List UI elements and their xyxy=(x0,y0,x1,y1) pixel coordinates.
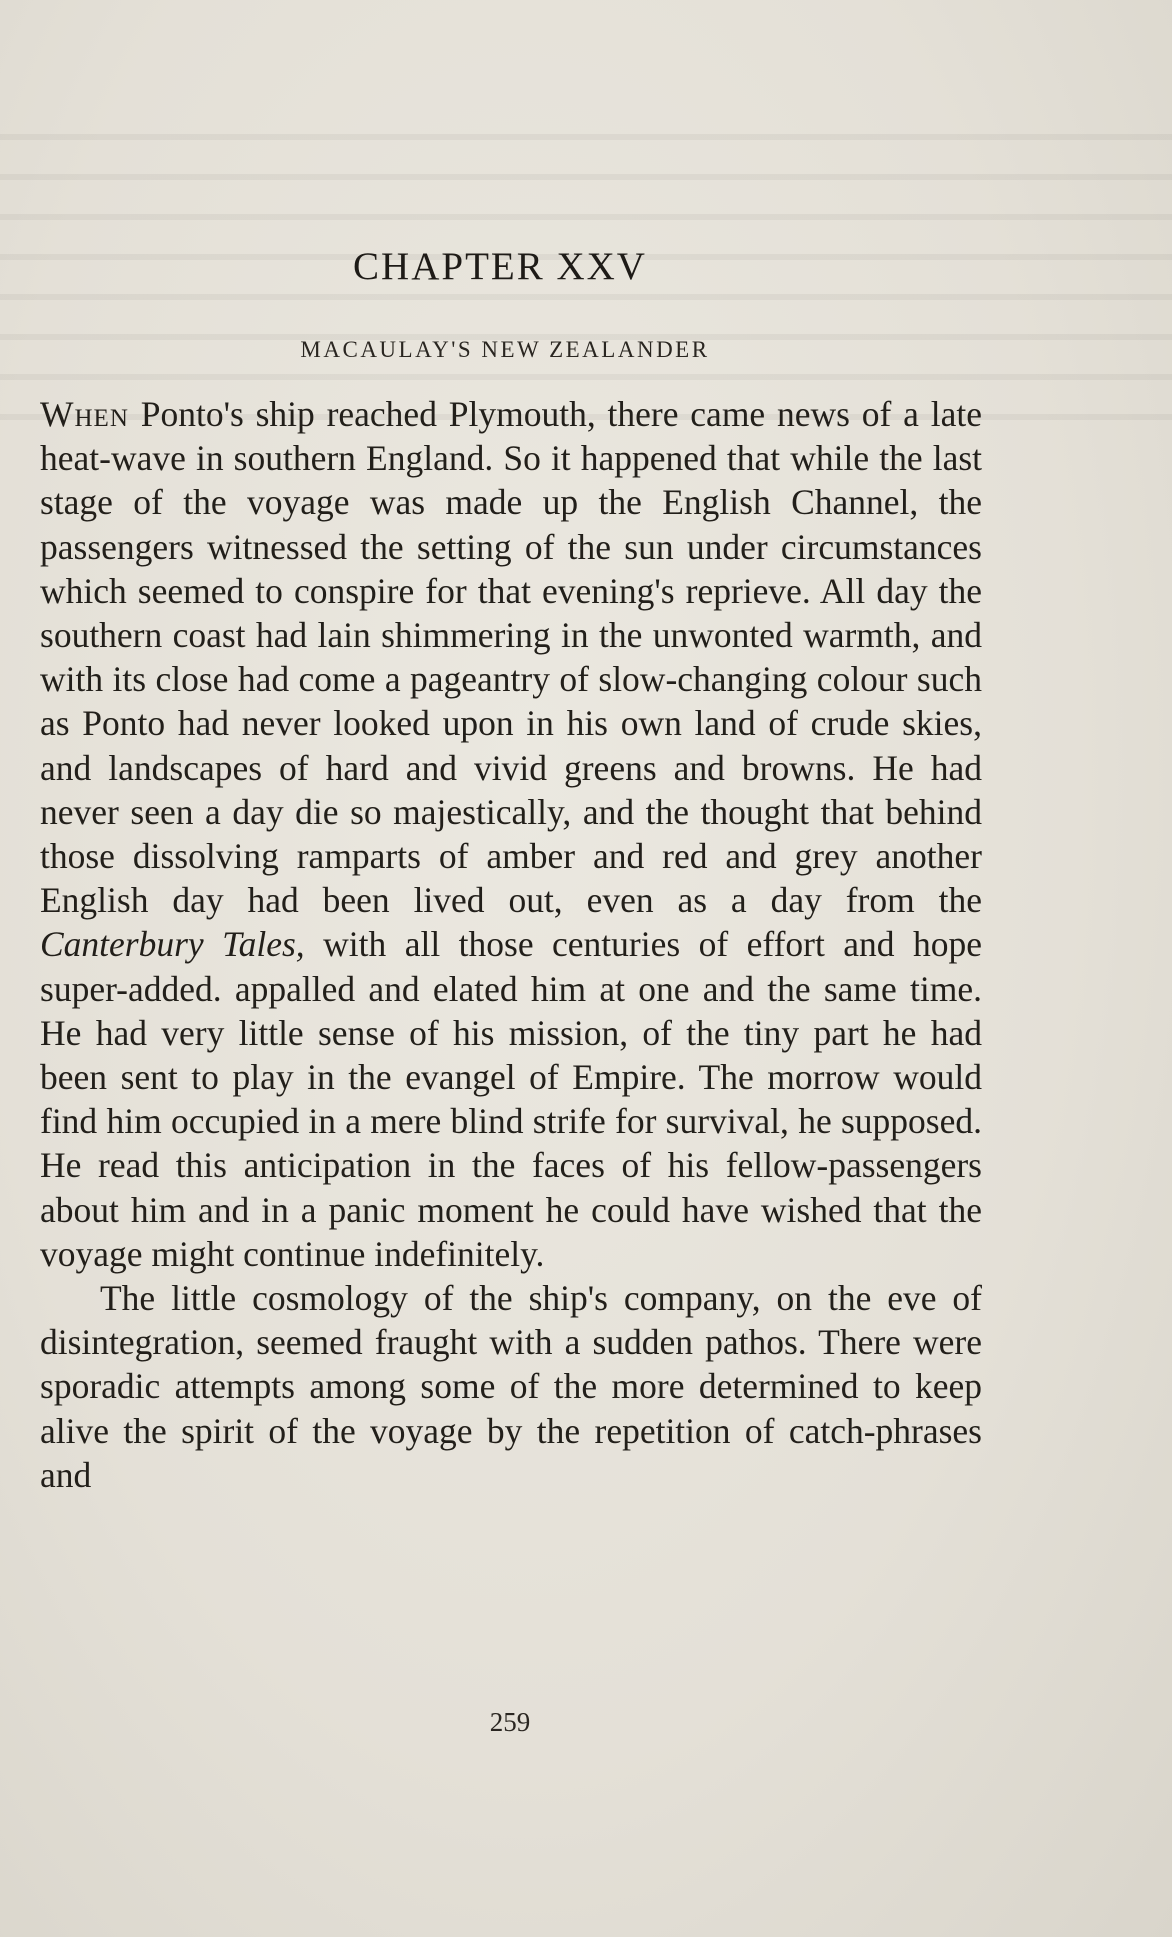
opening-word: When xyxy=(40,394,129,434)
chapter-subtitle: MACAULAY'S NEW ZEALANDER xyxy=(300,337,710,362)
paragraph-1 xyxy=(40,392,982,1276)
chapter-title: CHAPTER XXV xyxy=(353,245,647,288)
paragraph-1-text: Ponto's ship reached Plymouth, there came news of a late heat-wave in southern England. So it happened that while the last stage of the voyage was made up the English Channel, the passengers witnessed the setting of the sun under circumstances which seemed to conspire for that evening's reprieve. All day the southern coast had lain shimmering in the unwonted warmth, and with its close had come a pageantry of slow-changing colour such as Ponto had never looked upon in his own land of crude skies, and landscapes of hard and vivid greens and browns. He had never seen a day die so majestically, and the thought that behind those dissolving ramparts of amber and red and grey another English day had been lived out, even as a day from the xyxy=(40,394,982,921)
page-number: 259 xyxy=(489,1707,531,1737)
book-title: Canterbury Tales, xyxy=(40,924,305,965)
body-text xyxy=(40,392,982,1497)
paragraph-1-end: with all those centuries of effort and hope super-added. appalled and elated him at one and the same time. He had very little sense of his mission, of the tiny part he had been sent to play in the evangel of Empire. The morrow would find him occupied in a mere blind strife for survival, he supposed. He read this anticipation in the faces of his fellow-passengers about him and in a panic moment he could have wished that the voyage might continue indefinitely. xyxy=(40,924,982,1274)
paragraph-2: The little cosmology of the ship's company, on the eve of disintegration, seemed fraught with a sudden pathos. There were sporadic attempts among some of the more determined to keep alive the spirit of the voyage by the repetition of catch-phrases and xyxy=(40,1278,982,1495)
